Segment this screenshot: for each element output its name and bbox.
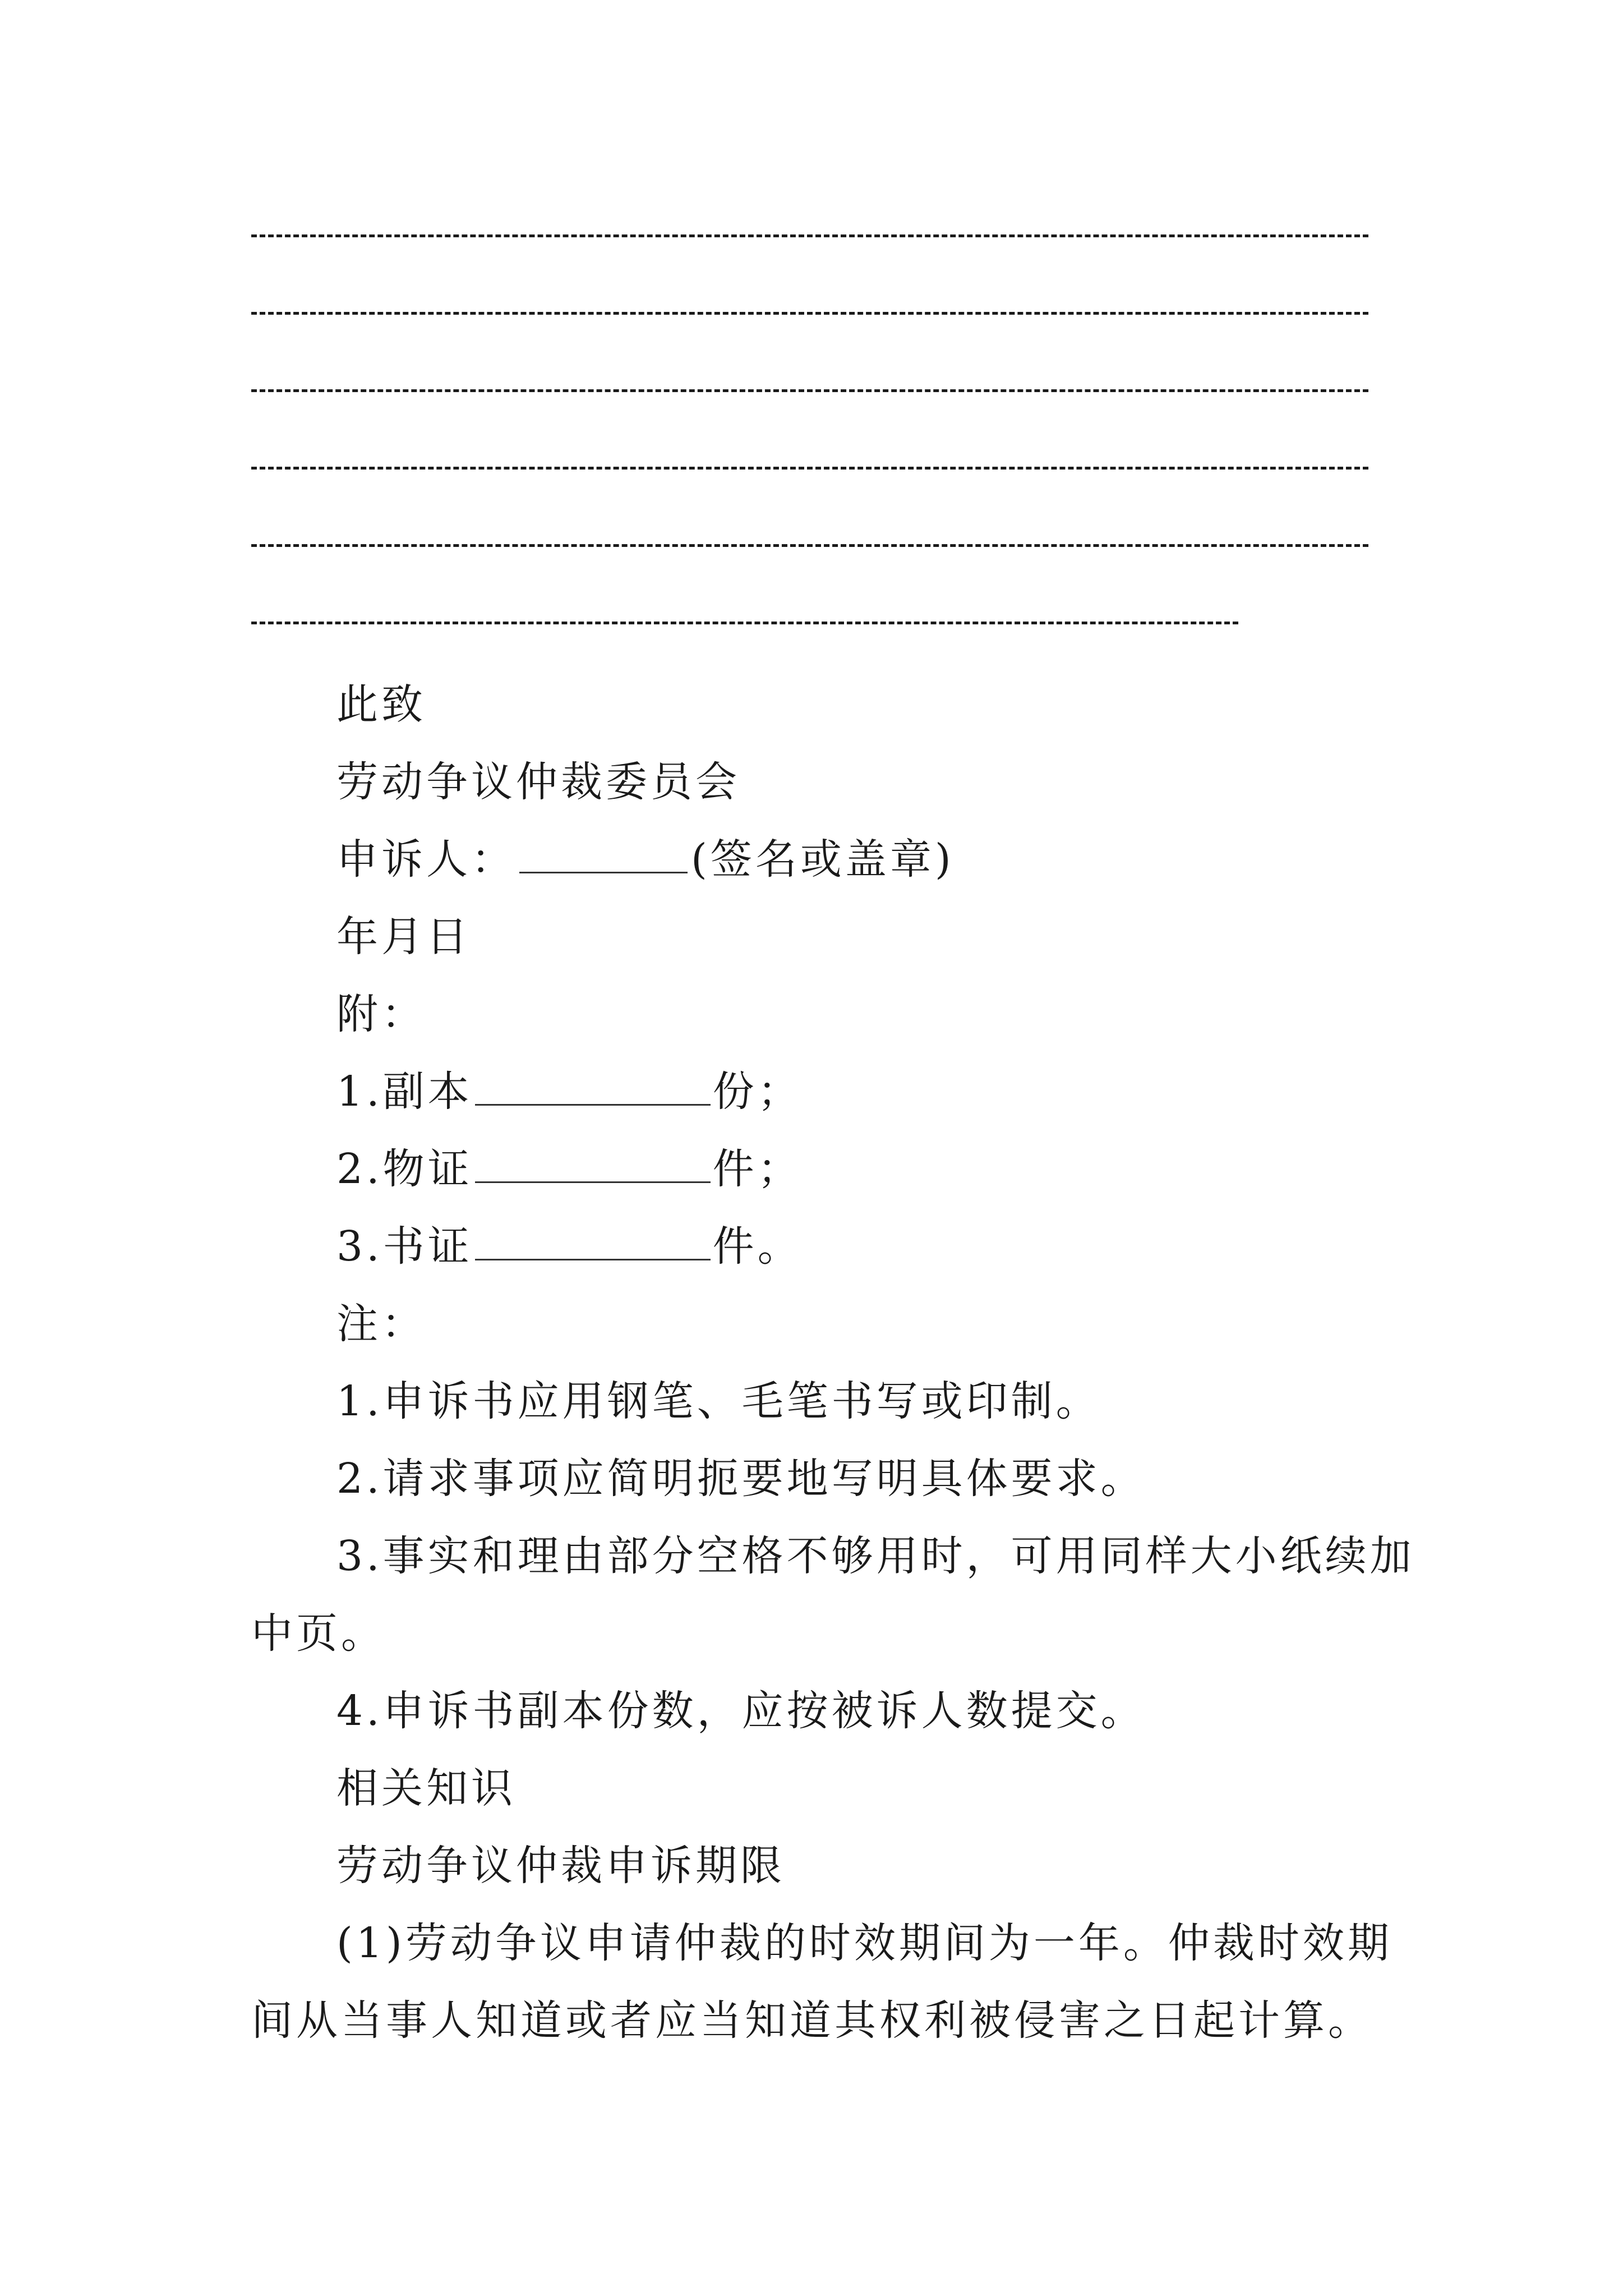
attachment-label: 1.副本 — [336, 1068, 473, 1116]
signature-note: (签名或盖章) — [691, 835, 955, 884]
related-paragraph-line: 间从当事人知道或者应当知道其权利被侵害之日起计算。 — [251, 1996, 1373, 2045]
fill-line-1 — [251, 234, 1368, 237]
note-item-continuation: 中页。 — [251, 1609, 386, 1658]
attachment-blank — [475, 1222, 711, 1260]
attachment-item — [336, 1220, 803, 1273]
attachment-item — [336, 1142, 803, 1196]
addressee: 劳动争议仲裁委员会 — [336, 758, 740, 806]
attachment-item — [336, 1065, 803, 1119]
attachment-blank — [475, 1144, 711, 1183]
signature-label: 申诉人： — [336, 835, 516, 884]
attachment-unit: 份； — [712, 1068, 803, 1116]
date-line: 年月日 — [336, 913, 471, 961]
note-item: 2.请求事项应简明扼要地写明具体要求。 — [336, 1455, 1146, 1503]
fill-line-5 — [251, 544, 1368, 547]
fill-line-3 — [251, 389, 1368, 392]
fill-line-4 — [251, 467, 1368, 470]
related-paragraph-line: (1)劳动争议申请仲裁的时效期间为一年。仲裁时效期 — [336, 1919, 1393, 1967]
fill-line-6 — [251, 622, 1238, 624]
note-item: 3.事实和理由部分空格不够用时，可用同样大小纸续加 — [336, 1532, 1415, 1580]
salutation: 此致 — [336, 680, 426, 729]
fill-line-2 — [251, 312, 1368, 315]
related-heading: 相关知识 — [336, 1764, 516, 1812]
attachments-heading: 附： — [336, 990, 426, 1038]
attachment-label: 2.物证 — [336, 1145, 473, 1193]
note-item: 1.申诉书应用钢笔、毛笔书写或印制。 — [336, 1377, 1101, 1425]
signature-line — [336, 832, 955, 886]
attachment-label: 3.书证 — [336, 1222, 473, 1271]
note-item: 4.申诉书副本份数，应按被诉人数提交。 — [336, 1687, 1146, 1735]
attachment-blank — [475, 1067, 711, 1106]
attachment-unit: 件。 — [712, 1222, 803, 1271]
notes-heading: 注： — [336, 1300, 426, 1348]
attachment-unit: 件； — [712, 1145, 803, 1193]
related-subheading: 劳动争议仲裁申诉期限 — [336, 1842, 785, 1890]
signature-blank — [519, 835, 688, 873]
